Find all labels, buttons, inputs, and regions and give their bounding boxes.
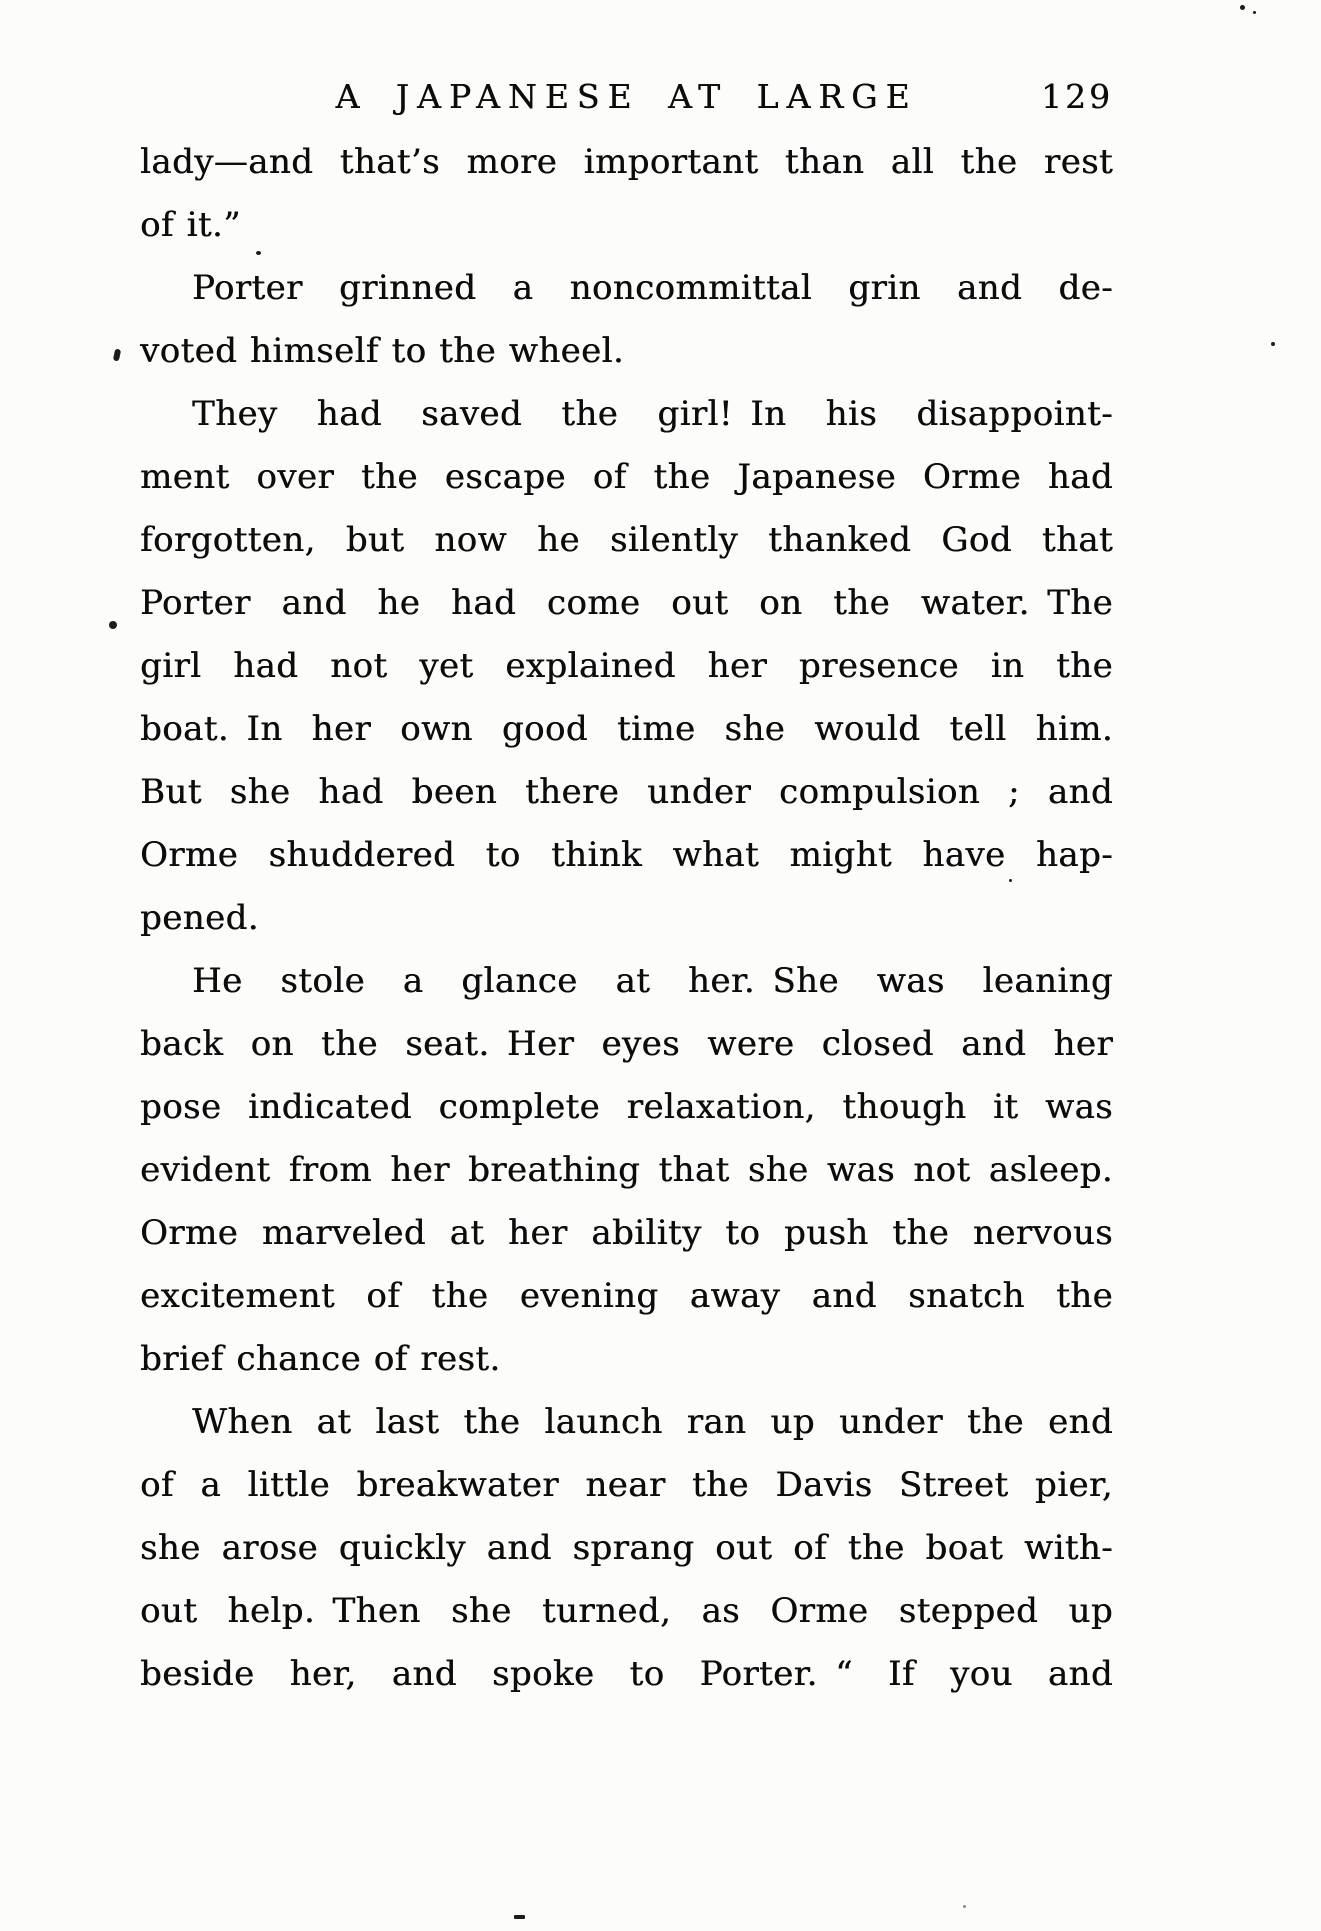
text-line: When at last the launch ran up under the end — [192, 1402, 1113, 1442]
text-line: she arose quickly and sprang out of the boat with- — [140, 1528, 1113, 1568]
scan-speck — [1009, 879, 1012, 882]
text-line: Orme marveled at her ability to push the nervous — [140, 1213, 1113, 1253]
text-line: But she had been there under compulsion ; and — [140, 772, 1113, 812]
running-title: A JAPANESE AT LARGE — [335, 77, 918, 116]
scan-speck — [1240, 5, 1245, 10]
scan-speck — [963, 1905, 966, 1908]
text-line: ment over the escape of the Japanese Orme had — [140, 457, 1113, 497]
text-line: They had saved the girl! In his disappoint- — [192, 394, 1113, 434]
text-line: back on the seat. Her eyes were closed and her — [140, 1024, 1113, 1064]
text-line: voted himself to the wheel. — [140, 331, 625, 371]
scan-speck — [514, 1915, 525, 1919]
text-line: evident from her breathing that she was not asleep. — [140, 1150, 1113, 1190]
text-line: boat. In her own good time she would tell him. — [140, 709, 1113, 749]
scan-speck — [1253, 11, 1256, 14]
text-line: Orme shuddered to think what might have hap- — [140, 835, 1113, 875]
text-line: out help. Then she turned, as Orme stepped up — [140, 1591, 1113, 1631]
text-line: pened. — [140, 898, 259, 938]
scan-speck — [1271, 342, 1275, 346]
text-line: Porter and he had come out on the water. The — [140, 583, 1113, 623]
scan-speck — [113, 349, 121, 362]
text-line: of it.” — [140, 205, 241, 245]
text-line: forgotten, but now he silently thanked God that — [140, 520, 1113, 560]
text-line: girl had not yet explained her presence in the — [140, 646, 1113, 686]
text-line: Porter grinned a noncommittal grin and de- — [192, 268, 1113, 308]
page-header — [140, 74, 1113, 120]
page-text — [140, 131, 1113, 1706]
text-line: excitement of the evening away and snatch the — [140, 1276, 1113, 1316]
text-line: brief chance of rest. — [140, 1339, 501, 1379]
page-number: 129 — [1041, 77, 1113, 116]
text-line: of a little breakwater near the Davis Street pier, — [140, 1465, 1113, 1505]
scan-speck — [256, 251, 261, 255]
scan-speck — [109, 621, 117, 629]
text-line: He stole a glance at her. She was leaning — [192, 961, 1113, 1001]
text-line: lady—and that’s more important than all the rest — [140, 142, 1113, 182]
text-line: beside her, and spoke to Porter. “ If you and — [140, 1654, 1113, 1694]
text-line: pose indicated complete relaxation, though it was — [140, 1087, 1113, 1127]
